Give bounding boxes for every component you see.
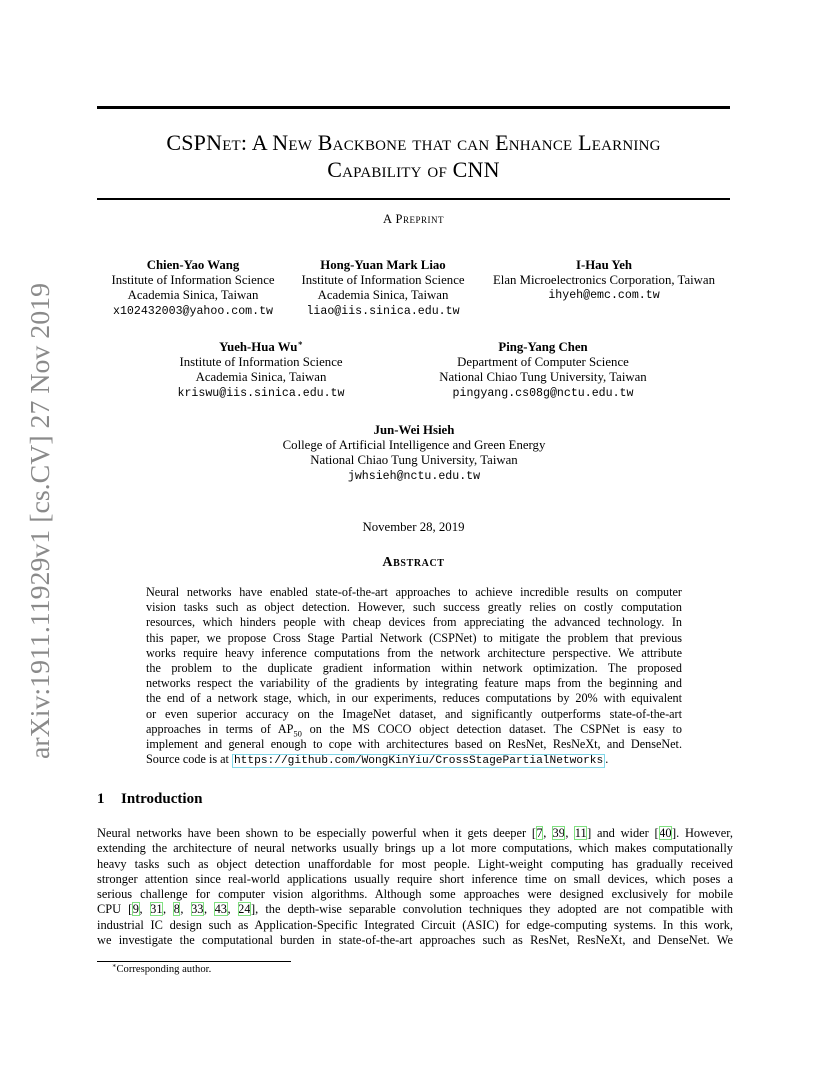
author-email[interactable]: jwhsieh@nctu.edu.tw (347, 469, 481, 483)
footnote-text: Corresponding author. (116, 964, 212, 975)
abstract-line: this paper, we propose Cross Stage Partial Network (CSPNet) to mitigate the problem that previous (146, 630, 682, 645)
citation-link[interactable]: 43 (214, 902, 227, 917)
abstract-line: approaches in terms of $AP_{50}$ on the MS COCO object detection dataset. The CSPNet is easy to (146, 721, 682, 739)
source-code-link[interactable]: https://github.com/WongKinYiu/CrossStagePartialNetworks (233, 755, 604, 768)
abstract-line: vision tasks such as object detection. However, such success greatly relies on costly computation (146, 600, 682, 615)
abstract-line: the end of a network stage, which, in our experiments, reduces computations by 20% with equivalent (146, 691, 682, 706)
author-email[interactable]: ihyeh@emc.com.tw (548, 289, 660, 303)
author-affiliation: Elan Microelectronics Corporation, Taiwan (492, 273, 716, 288)
author-affiliation: Institute of Information Science (301, 273, 465, 288)
section-number: 1 (97, 791, 105, 807)
abstract-line: Source code is at https://github.com/WongKinYiu/CrossStagePartialNetworks . (146, 752, 609, 768)
arxiv-stamp-text: arXiv:1911.11929v1 [cs.CV] 27 Nov 2019 (25, 297, 55, 759)
abstract-line: networks respect the variability of the gradients by integrating feature maps from the beginning and (146, 676, 682, 691)
body-line: we investigate the computational burden in state-of-the-art approaches such as ResNet, ResNeXt, and DenseNet. We (97, 933, 733, 948)
footnote (112, 964, 211, 975)
abstract-heading: Abstract (382, 555, 445, 570)
abstract-line: works require heavy inference computations from the network architecture perspective. We attribute (146, 645, 682, 660)
author-block-yeh (482, 258, 726, 304)
author-name: I-Hau Yeh (575, 258, 633, 272)
title-line-2: Capability of CNN (327, 157, 500, 182)
author-email[interactable]: liao@iis.sinica.edu.tw (306, 304, 460, 318)
author-block-chen (420, 340, 666, 401)
author-email[interactable]: x102432003@yahoo.com.tw (112, 304, 274, 318)
title-bottom-rule (97, 198, 730, 200)
body-line: stronger attention since real-world applications usually require short inference time on small devices, which poses a (97, 871, 733, 886)
author-affiliation: Academia Sinica, Taiwan (195, 370, 327, 385)
author-affiliation: Department of Computer Science (457, 355, 629, 370)
footnote-marker: ∗ (112, 962, 117, 970)
author-name: Yueh-Hua Wu∗ (219, 338, 303, 354)
author-name: Jun-Wei Hsieh (373, 423, 455, 437)
title-top-rule (97, 106, 730, 109)
paper-date: November 28, 2019 (362, 520, 465, 534)
author-affiliation: Institute of Information Science (111, 273, 275, 288)
body-line: extending the architecture of neural networks usually brings up a lot more computations, which makes computationally (97, 841, 733, 856)
arxiv-identifier-stamp (14, 283, 60, 759)
citation-link[interactable]: 9 (132, 902, 139, 917)
section-title: Introduction (121, 791, 203, 807)
abstract-line: the problem to the duplicate gradient information within network optimization. The proposed (146, 660, 682, 675)
author-affiliation: National Chiao Tung University, Taiwan (439, 370, 647, 385)
author-affiliation: National Chiao Tung University, Taiwan (310, 453, 518, 468)
citation-link[interactable]: 8 (173, 902, 180, 917)
citation-link[interactable]: 33 (191, 902, 204, 917)
abstract-line: Neural networks have enabled state-of-the-art approaches to achieve incredible results on computer (146, 585, 682, 599)
citation-link[interactable]: 7 (536, 826, 543, 840)
abstract-line: or even superior accuracy on the ImageNet dataset, and significantly outperforms state-of-the-art (146, 706, 682, 721)
body-line: serious challenge for computer vision algorithms. Although some approaches were designed exclusively for mobile (97, 887, 733, 902)
abstract-line: resources, which hinders people with cheap devices from appreciating the advanced technology. In (146, 615, 682, 630)
citation-link[interactable]: 31 (150, 902, 163, 917)
citation-link[interactable]: 39 (552, 826, 565, 840)
introduction-body (97, 826, 733, 948)
author-name: Chien-Yao Wang (146, 258, 240, 272)
citation-link[interactable]: 40 (659, 826, 672, 840)
author-block-hsieh (250, 423, 578, 484)
author-block-wu (164, 340, 358, 401)
citation-link[interactable]: 11 (574, 826, 587, 840)
citation-link[interactable]: 24 (238, 902, 251, 917)
author-affiliation: Institute of Information Science (179, 355, 343, 370)
author-affiliation: Academia Sinica, Taiwan (317, 288, 449, 303)
body-line: Neural networks have been shown to be especially powerful when it gets deeper [7, 39, 11] and wider [40]. However, (97, 826, 733, 840)
author-email[interactable]: pingyang.cs08g@nctu.edu.tw (452, 386, 634, 400)
author-block-liao (287, 258, 479, 319)
author-block-wang (97, 258, 289, 319)
section-heading-introduction (97, 791, 202, 808)
author-email[interactable]: kriswu@iis.sinica.edu.tw (177, 386, 345, 400)
abstract-line: implement and general enough to cope with architectures based on ResNet, ResNeXt, and DenseNet. (146, 736, 682, 751)
author-affiliation: Academia Sinica, Taiwan (127, 288, 259, 303)
author-name: Ping-Yang Chen (498, 340, 588, 354)
author-name: Hong-Yuan Mark Liao (320, 258, 446, 272)
ap-subscript: 50 (293, 728, 302, 739)
author-affiliation: College of Artificial Intelligence and Green Energy (282, 438, 546, 453)
abstract-body (146, 585, 682, 767)
paper-title (97, 129, 730, 183)
corresponding-author-marker: ∗ (297, 338, 303, 348)
preprint-label: A Preprint (383, 212, 444, 226)
body-line: heavy tasks such as object detection unaffordable for most people. Light-weight computing has gradually received (97, 856, 733, 871)
body-line: industrial IC design such as Application-Specific Integrated Circuit (ASIC) for edge-computing systems. In this work, (97, 917, 733, 932)
title-line-1: CSPNet: A New Backbone that can Enhance Learning (166, 130, 661, 155)
body-line: CPU [9, 31, 8, 33, 43, 24], the depth-wise separable convolution techniques they adopted are not compatible with (97, 902, 733, 917)
footnote-rule (97, 961, 291, 962)
